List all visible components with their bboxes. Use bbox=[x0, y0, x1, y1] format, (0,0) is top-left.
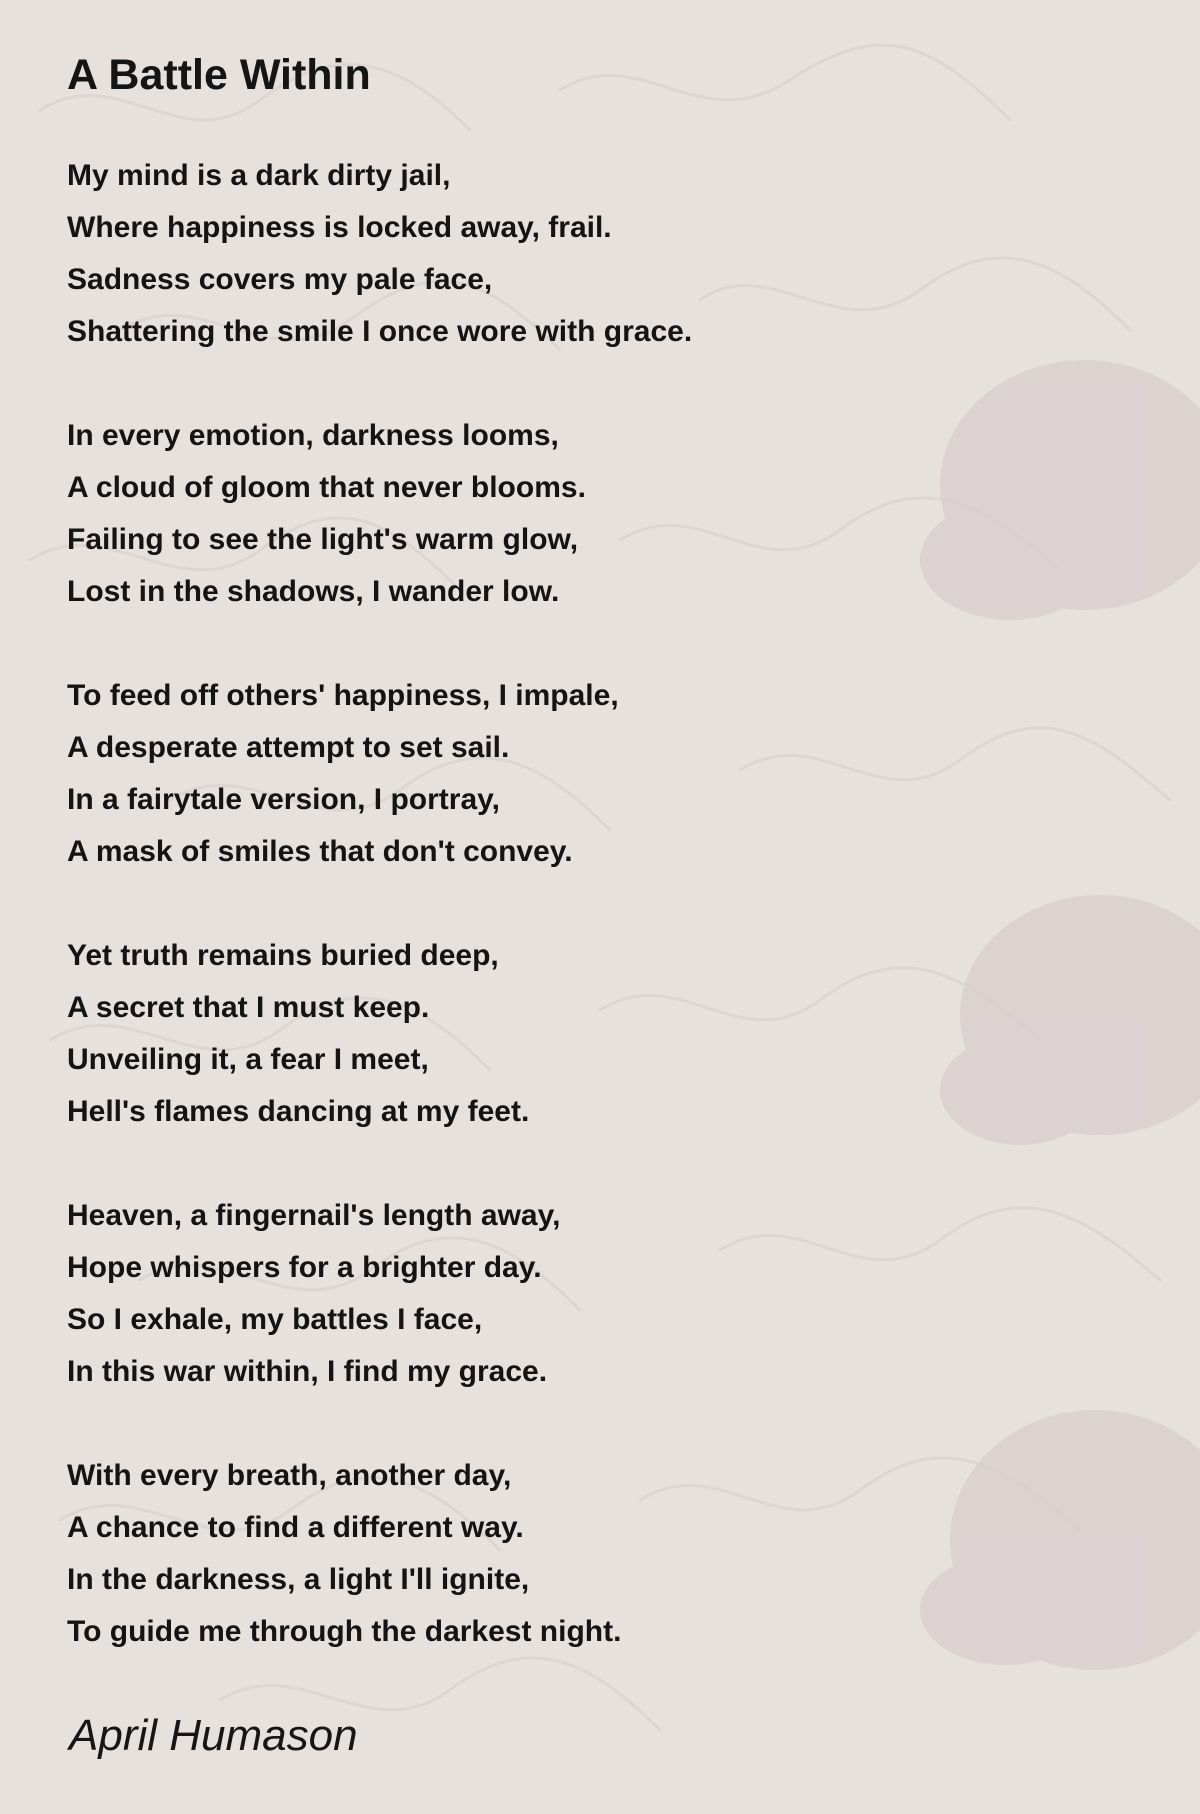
poem-line: Heaven, a fingernail's length away, bbox=[67, 1199, 561, 1232]
poem-line: Sadness covers my pale face, bbox=[67, 263, 493, 296]
poem-line: In every emotion, darkness looms, bbox=[67, 419, 559, 452]
stanza bbox=[67, 930, 692, 1138]
poem-line: A chance to find a different way. bbox=[67, 1511, 524, 1544]
poem-line: Hope whispers for a brighter day. bbox=[67, 1251, 542, 1284]
poem-line: In the darkness, a light I'll ignite, bbox=[67, 1563, 530, 1596]
poem-line: A cloud of gloom that never blooms. bbox=[67, 471, 586, 504]
poem-line: With every breath, another day, bbox=[67, 1459, 512, 1492]
stanza bbox=[67, 1190, 692, 1398]
poem-line: Failing to see the light's warm glow, bbox=[67, 523, 579, 556]
stanza bbox=[67, 1450, 692, 1658]
poem-line: Unveiling it, a fear I meet, bbox=[67, 1043, 429, 1076]
poem-line: To guide me through the darkest night. bbox=[67, 1615, 622, 1648]
author-name: April Humason bbox=[69, 1711, 358, 1760]
poem-line: Yet truth remains buried deep, bbox=[67, 939, 499, 972]
poem-body bbox=[67, 150, 692, 1710]
stanza bbox=[67, 150, 692, 358]
poem-line: Lost in the shadows, I wander low. bbox=[67, 575, 560, 608]
poem-line: A desperate attempt to set sail. bbox=[67, 731, 510, 764]
stanza bbox=[67, 670, 692, 878]
poem-line: Shattering the smile I once wore with grace. bbox=[67, 315, 693, 348]
poem-line: Where happiness is locked away, frail. bbox=[67, 211, 612, 244]
poem-line: A secret that I must keep. bbox=[67, 991, 430, 1024]
poem-line: To feed off others' happiness, I impale, bbox=[67, 679, 619, 712]
poem-line: A mask of smiles that don't convey. bbox=[67, 835, 573, 868]
stanza bbox=[67, 410, 692, 618]
poem-line: Hell's flames dancing at my feet. bbox=[67, 1095, 530, 1128]
poem-title: A Battle Within bbox=[67, 51, 371, 99]
poem-line: In this war within, I find my grace. bbox=[67, 1355, 548, 1388]
poem-line: In a fairytale version, I portray, bbox=[67, 783, 500, 816]
poem-line: So I exhale, my battles I face, bbox=[67, 1303, 483, 1336]
poem-line: My mind is a dark dirty jail, bbox=[67, 159, 451, 192]
